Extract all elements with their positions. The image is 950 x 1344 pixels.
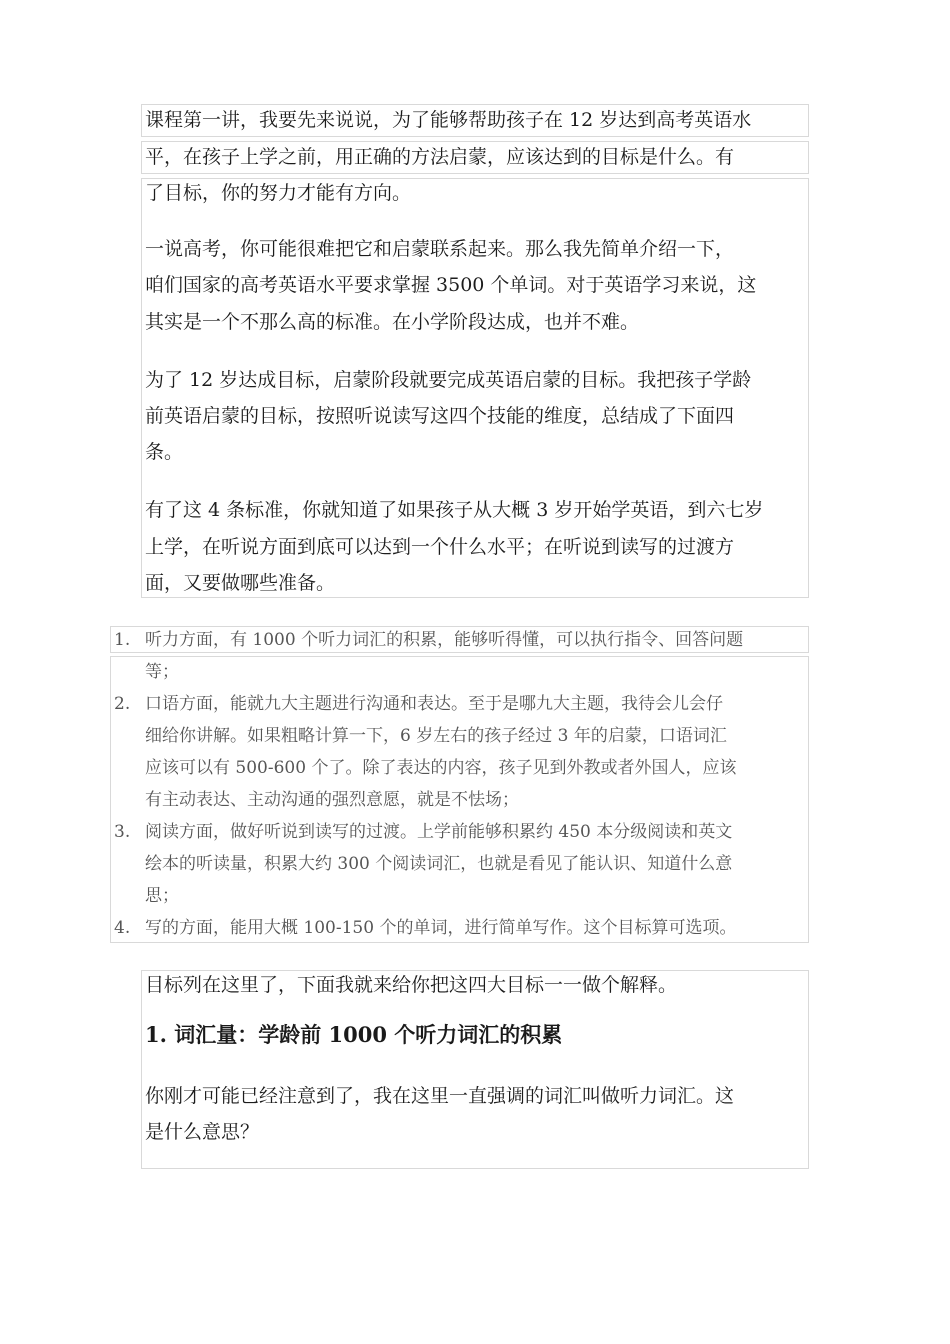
intro-line1: 课程第一讲，我要先来说说，为了能够帮助孩子在 12 岁达到高考英语水 (145, 109, 752, 131)
para3-line2: 前英语启蒙的目标，按照听说读写这四个技能的维度，总结成了下面四 (145, 405, 735, 427)
list-item-3-line1: 阅读方面，做好听说到读写的过渡。上学前能够积累约 450 本分级阅读和英文 (145, 822, 733, 842)
para3-line3: 条。 (145, 441, 184, 463)
para3-line1: 为了 12 岁达成目标，启蒙阶段就要完成英语启蒙的目标。我把孩子学龄 (145, 369, 752, 391)
list-number: 4. (114, 918, 131, 938)
para4-line1: 有了这 4 条标准，你就知道了如果孩子从大概 3 岁开始学英语，到六七岁 (145, 499, 764, 521)
para6-line2: 是什么意思？ (145, 1121, 260, 1143)
section-heading: 1. 词汇量：学龄前 1000 个听力词汇的积累 (145, 1022, 563, 1047)
para2-line2: 咱们国家的高考英语水平要求掌握 3500 个单词。对于英语学习来说，这 (145, 274, 757, 296)
para4-line3: 面，又要做哪些准备。 (145, 572, 336, 594)
list-number: 2. (114, 694, 131, 714)
list-item-2-line4: 有主动表达、主动沟通的强烈意愿，就是不怯场； (145, 790, 519, 810)
intro-line2: 平，在孩子上学之前，用正确的方法启蒙，应该达到的目标是什么。有 (145, 146, 735, 168)
list-item-2-line1: 口语方面，能就九大主题进行沟通和表达。至于是哪九大主题，我待会儿会仔 (145, 694, 723, 714)
para5: 目标列在这里了，下面我就来给你把这四大目标一一做个解释。 (145, 974, 678, 996)
intro-line3: 了目标，你的努力才能有方向。 (145, 182, 412, 204)
list-item-1-line2: 等； (145, 662, 179, 682)
list-number: 1. (114, 630, 131, 650)
list-item-2-line3: 应该可以有 500-600 个了。除了表达的内容，孩子见到外教或者外国人，应该 (145, 758, 737, 778)
list-item-1-line1: 听力方面，有 1000 个听力词汇的积累，能够听得懂，可以执行指令、回答问题 (145, 630, 744, 650)
para2-line1: 一说高考，你可能很难把它和启蒙联系起来。那么我先简单介绍一下， (145, 238, 735, 260)
list-item-4-line1: 写的方面，能用大概 100-150 个的单词，进行简单写作。这个目标算可选项。 (145, 918, 737, 938)
list-item-3-line3: 思； (145, 886, 179, 906)
para6-line1: 你刚才可能已经注意到了，我在这里一直强调的词汇叫做听力词汇。这 (145, 1085, 735, 1107)
list-item-2-line2: 细给你讲解。如果粗略计算一下，6 岁左右的孩子经过 3 年的启蒙，口语词汇 (145, 726, 727, 746)
list-item-3-line2: 绘本的听读量，积累大约 300 个阅读词汇，也就是看见了能认识、知道什么意 (145, 854, 733, 874)
list-number: 3. (114, 822, 131, 842)
para2-line3: 其实是一个不那么高的标准。在小学阶段达成，也并不难。 (145, 311, 640, 333)
para4-line2: 上学，在听说方面到底可以达到一个什么水平；在听说到读写的过渡方 (145, 536, 735, 558)
